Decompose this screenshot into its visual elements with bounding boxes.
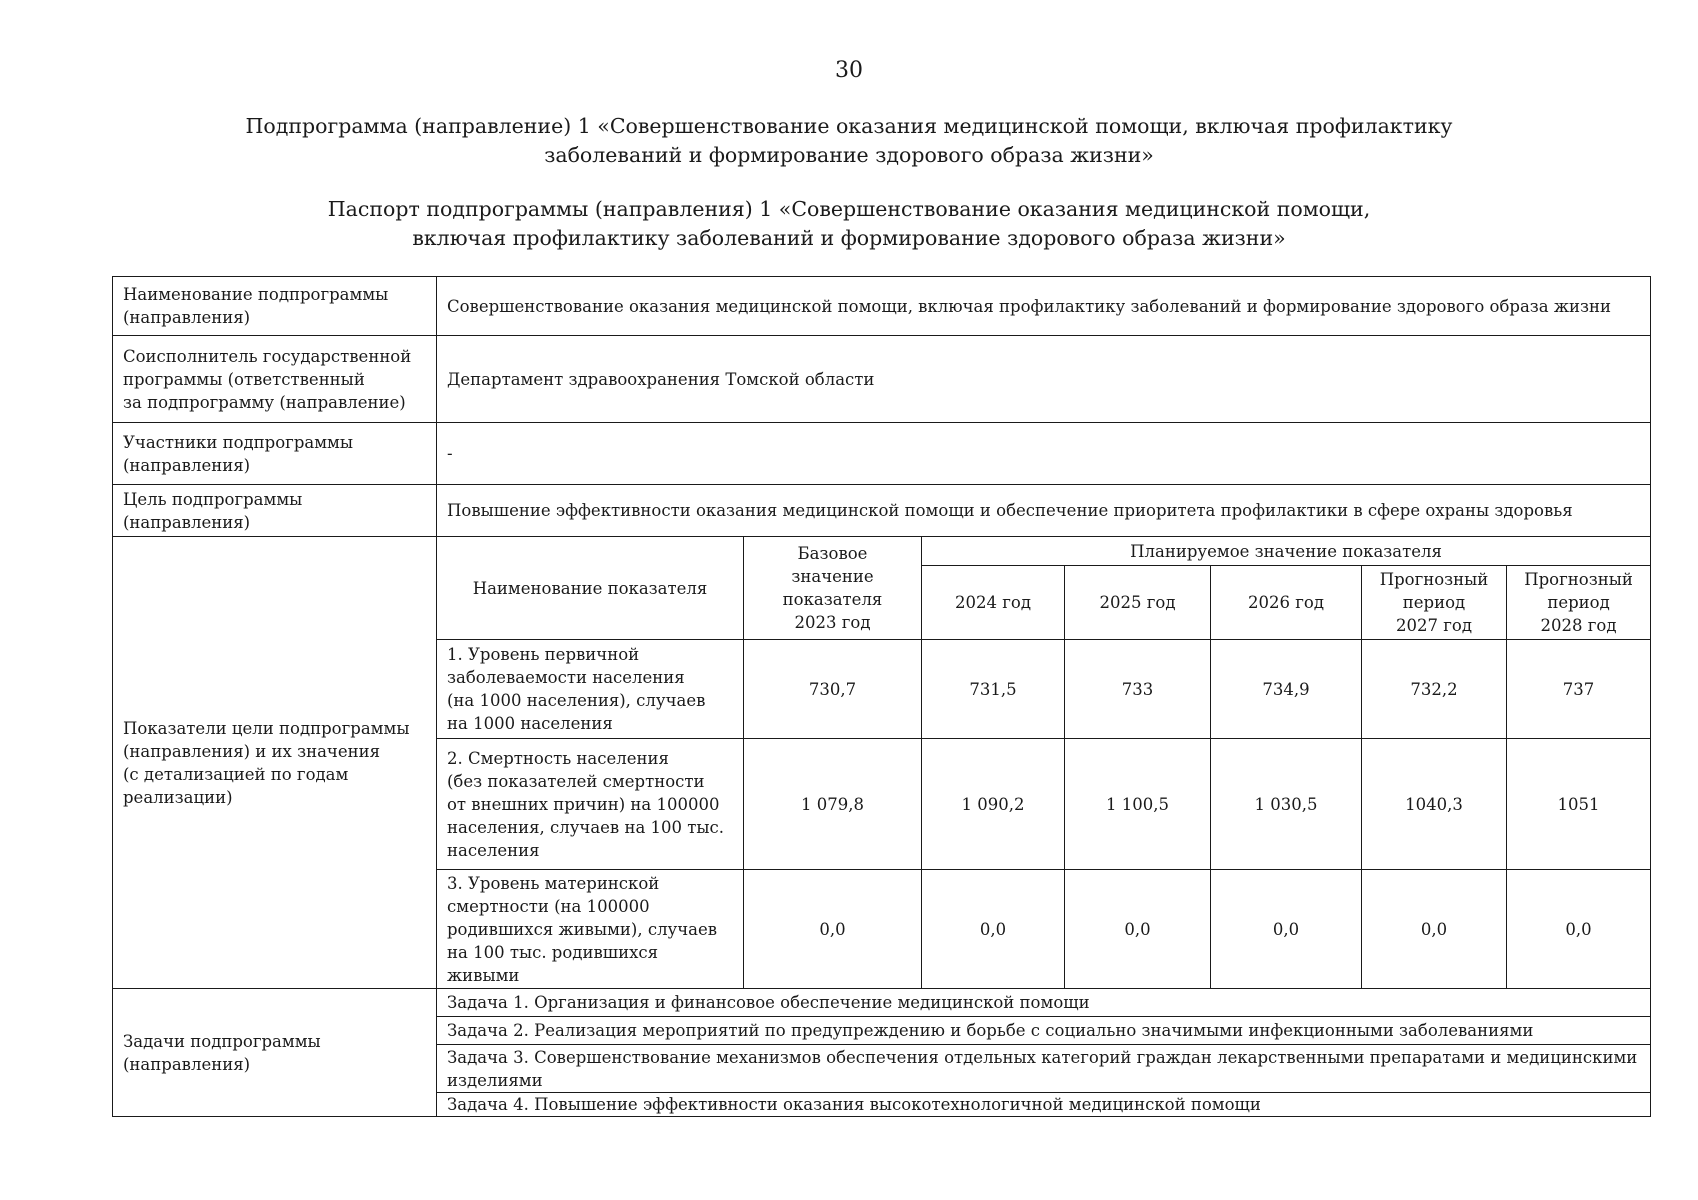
task-item: Задача 2. Реализация мероприятий по предупреждению и борьбе с социально значимыми инфекционными заболеваниями [437, 1017, 1651, 1045]
header-year-2028: Прогнозный период 2028 год [1507, 566, 1651, 640]
indicator-name: 3. Уровень материнской смертности (на 100000 родившихся живыми), случаев на 100 тыс. родившихся живыми [437, 870, 744, 989]
header-year-2027: Прогнозный период 2027 год [1362, 566, 1507, 640]
indicator-value: 0,0 [1362, 870, 1507, 989]
indicator-name: 1. Уровень первичной заболеваемости населения (на 1000 населения), случаев на 1000 населения [437, 640, 744, 739]
indicator-value: 1 090,2 [922, 739, 1065, 870]
indicators-header-row [113, 537, 1651, 566]
passport-title [0, 195, 1698, 253]
page-number: 30 [835, 58, 863, 83]
row-goal [113, 485, 1651, 537]
label-goal: Цель подпрограммы (направления) [113, 485, 437, 537]
indicator-value: 1 079,8 [744, 739, 922, 870]
value-goal: Повышение эффективности оказания медицинской помощи и обеспечение приоритета профилактики в сфере охраны здоровья [437, 485, 1651, 537]
indicator-value: 0,0 [1211, 870, 1362, 989]
label-subprogram-name: Наименование подпрограммы (направления) [113, 277, 437, 336]
header-indicator-name: Наименование показателя [437, 537, 744, 640]
value-coexecutor: Департамент здравоохранения Томской области [437, 336, 1651, 423]
subtitle-line: включая профилактику заболеваний и формирование здорового образа жизни» [412, 226, 1286, 250]
task-item: Задача 3. Совершенствование механизмов обеспечения отдельных категорий граждан лекарственными препаратами и медицинскими изделиями [437, 1045, 1651, 1093]
row-coexecutor [113, 336, 1651, 423]
indicator-value: 734,9 [1211, 640, 1362, 739]
header-planned-value: Планируемое значение показателя [922, 537, 1651, 566]
indicator-value: 1 100,5 [1065, 739, 1211, 870]
row-participants [113, 423, 1651, 485]
task-item: Задача 4. Повышение эффективности оказания высокотехнологичной медицинской помощи [437, 1093, 1651, 1117]
indicator-value: 733 [1065, 640, 1211, 739]
label-coexecutor: Соисполнитель государственной программы (ответственный за подпрограмму (направление) [113, 336, 437, 423]
header-base-value: Базовое значение показателя 2023 год [744, 537, 922, 640]
label-participants: Участники подпрограммы (направления) [113, 423, 437, 485]
header-year-2025: 2025 год [1065, 566, 1211, 640]
indicator-value: 1 030,5 [1211, 739, 1362, 870]
passport-table [112, 276, 1651, 1117]
value-subprogram-name: Совершенствование оказания медицинской помощи, включая профилактику заболеваний и формирование здорового образа жизни [437, 277, 1651, 336]
row-task [113, 989, 1651, 1017]
header-year-2024: 2024 год [922, 566, 1065, 640]
header-year-2026: 2026 год [1211, 566, 1362, 640]
title-line: заболеваний и формирование здорового образа жизни» [544, 143, 1154, 167]
indicator-value: 732,2 [1362, 640, 1507, 739]
indicator-name: 2. Смертность населения (без показателей смертности от внешних причин) на 100000 населения, случаев на 100 тыс. населения [437, 739, 744, 870]
indicator-value: 0,0 [922, 870, 1065, 989]
value-participants: - [437, 423, 1651, 485]
row-subprogram-name [113, 277, 1651, 336]
task-item: Задача 1. Организация и финансовое обеспечение медицинской помощи [437, 989, 1651, 1017]
indicator-value: 731,5 [922, 640, 1065, 739]
label-tasks: Задачи подпрограммы (направления) [113, 989, 437, 1117]
indicator-value: 0,0 [744, 870, 922, 989]
indicator-value: 1051 [1507, 739, 1651, 870]
indicator-value: 0,0 [1065, 870, 1211, 989]
document-title [0, 112, 1698, 170]
title-line: Подпрограмма (направление) 1 «Совершенствование оказания медицинской помощи, включая профилактику [245, 114, 1453, 138]
indicator-value: 0,0 [1507, 870, 1651, 989]
indicator-value: 737 [1507, 640, 1651, 739]
label-indicators: Показатели цели подпрограммы (направления) и их значения (с детализацией по годам реализации) [113, 537, 437, 989]
indicator-value: 730,7 [744, 640, 922, 739]
subtitle-line: Паспорт подпрограммы (направления) 1 «Совершенствование оказания медицинской помощи, [327, 197, 1371, 221]
indicator-value: 1040,3 [1362, 739, 1507, 870]
